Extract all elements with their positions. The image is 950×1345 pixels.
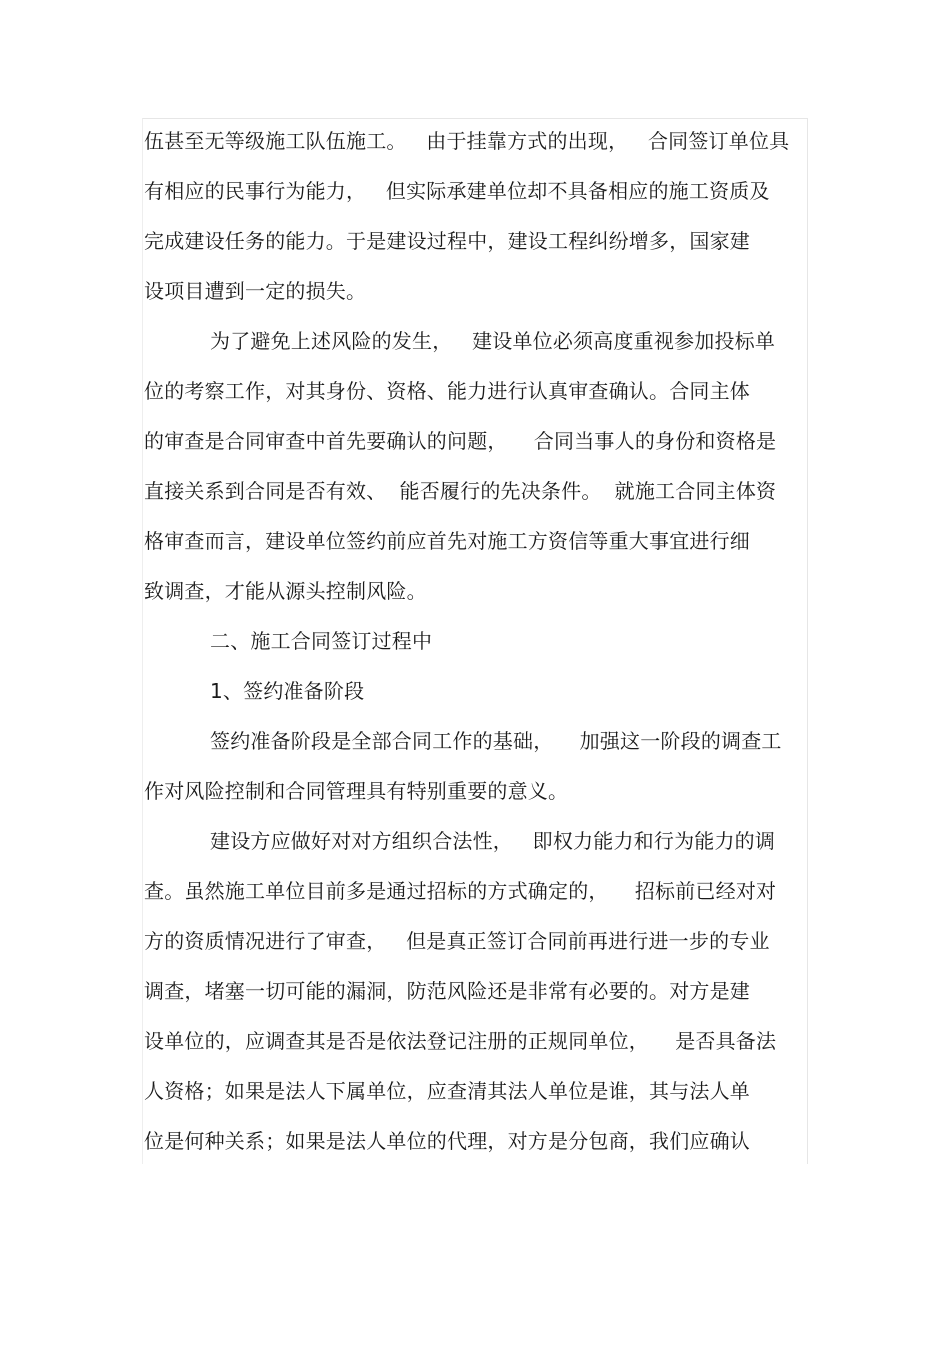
text-line: 设单位的，应调查其是否是依法登记注册的正规同单位， 是否具备法 (144, 1029, 777, 1053)
paragraph-first-line: 建设方应做好对对方组织合法性， 即权力能力和行为能力的调 (210, 829, 776, 853)
text-line: 设项目遭到一定的损失。 (144, 279, 367, 303)
text-line: 位的考察工作，对其身份、资格、能力进行认真审查确认。合同主体 (144, 379, 750, 403)
text-line: 的审查是合同审查中首先要确认的问题， 合同当事人的身份和资格是 (144, 429, 777, 453)
text-line: 调查，堵塞一切可能的漏洞，防范风险还是非常有必要的。对方是建 (144, 979, 750, 1003)
text-line: 格审查而言，建设单位签约前应首先对施工方资信等重大事宜进行细 (144, 529, 750, 553)
paragraph-first-line: 签约准备阶段是全部合同工作的基础， 加强这一阶段的调查工 (210, 729, 782, 753)
text-line: 位是何种关系；如果是法人单位的代理，对方是分包商，我们应确认 (144, 1129, 750, 1153)
text-line: 人资格；如果是法人下属单位，应查清其法人单位是谁，其与法人单 (144, 1079, 750, 1103)
text-line: 查。虽然施工单位目前多是通过招标的方式确定的， 招标前已经对对 (144, 879, 777, 903)
text-line: 直接关系到合同是否有效、 能否履行的先决条件。 就施工合同主体资 (144, 479, 777, 503)
subsection-heading: 1、签约准备阶段 (210, 679, 365, 703)
paragraph-first-line: 为了避免上述风险的发生， 建设单位必须高度重视参加投标单 (210, 329, 776, 353)
text-line: 致调查，才能从源头控制风险。 (144, 579, 427, 603)
document-body (144, 118, 808, 1168)
text-line: 作对风险控制和合同管理具有特别重要的意义。 (144, 779, 569, 803)
text-line: 伍甚至无等级施工队伍施工。 由于挂靠方式的出现， 合同签订单位具 (144, 129, 790, 153)
section-heading: 二、施工合同签订过程中 (210, 629, 433, 653)
text-line: 有相应的民事行为能力， 但实际承建单位却不具备相应的施工资质及 (144, 179, 770, 203)
text-line: 方的资质情况进行了审查， 但是真正签订合同前再进行进一步的专业 (144, 929, 770, 953)
text-line: 完成建设任务的能力。于是建设过程中，建设工程纠纷增多，国家建 (144, 229, 750, 253)
